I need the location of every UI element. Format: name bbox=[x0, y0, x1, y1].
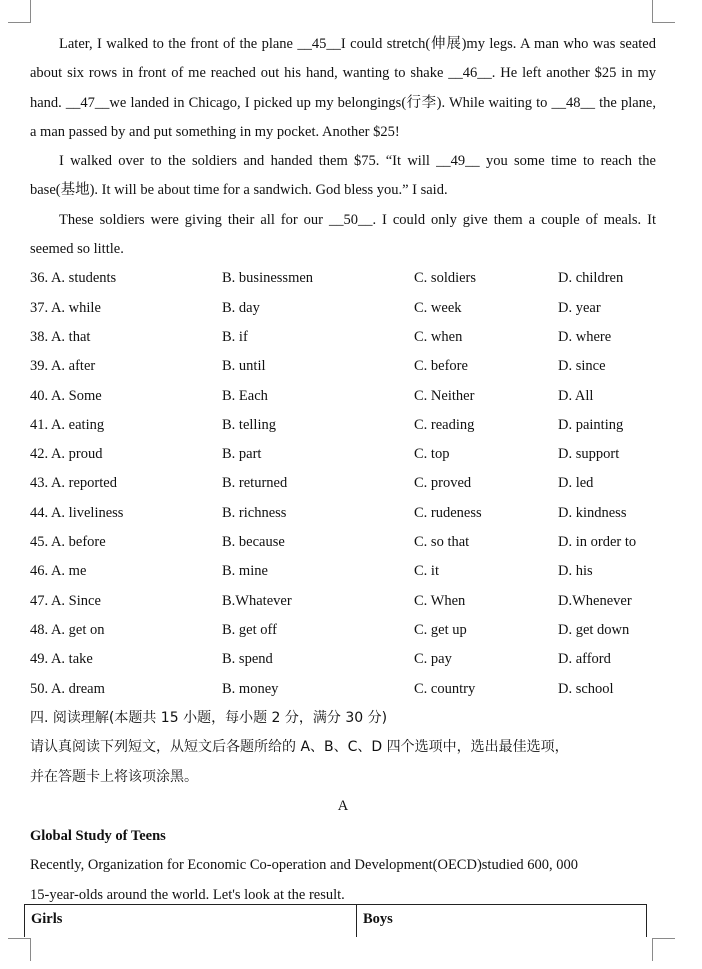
table-header-girls: Girls bbox=[25, 905, 357, 937]
question-option-a: 49. A. take bbox=[30, 651, 93, 668]
question-option-b: B. if bbox=[222, 328, 248, 345]
question-option-c: C. get up bbox=[414, 621, 467, 638]
question-option-c: C. before bbox=[414, 358, 468, 375]
question-row bbox=[30, 499, 656, 528]
question-option-b: B. businessmen bbox=[222, 270, 314, 287]
question-option-b: B. day bbox=[222, 299, 260, 316]
question-option-b: B. spend bbox=[222, 651, 273, 668]
question-option-b: B. because bbox=[222, 534, 285, 551]
question-option-c: C. When bbox=[414, 592, 466, 609]
question-option-d: D. afford bbox=[558, 651, 611, 668]
question-option-c: C. reading bbox=[414, 416, 475, 433]
question-row bbox=[30, 440, 656, 469]
question-option-b: B. get off bbox=[222, 621, 277, 638]
question-option-d: D. All bbox=[558, 387, 594, 404]
question-row bbox=[30, 352, 656, 381]
question-option-c: C. soldiers bbox=[414, 270, 477, 287]
question-option-b: B. telling bbox=[222, 416, 276, 433]
question-row bbox=[30, 645, 656, 674]
question-option-a: 50. A. dream bbox=[30, 680, 105, 697]
question-option-d: D. his bbox=[558, 563, 593, 580]
crop-mark-bottom-right bbox=[652, 938, 675, 961]
question-option-c: C. top bbox=[414, 446, 450, 463]
question-option-c: C. proved bbox=[414, 475, 472, 492]
question-row bbox=[30, 294, 656, 323]
question-row bbox=[30, 616, 656, 645]
question-option-d: D. led bbox=[558, 475, 594, 492]
question-option-b: B. part bbox=[222, 446, 262, 463]
question-option-a: 47. A. Since bbox=[30, 592, 101, 609]
question-option-a: 45. A. before bbox=[30, 534, 106, 551]
question-option-c: C. when bbox=[414, 328, 463, 345]
question-option-a: 36. A. students bbox=[30, 270, 117, 287]
question-option-c: C. pay bbox=[414, 651, 452, 668]
question-option-a: 43. A. reported bbox=[30, 475, 117, 492]
question-option-b: B. Each bbox=[222, 387, 268, 404]
question-option-a: 44. A. liveliness bbox=[30, 504, 124, 521]
question-option-d: D. since bbox=[558, 358, 606, 375]
question-row bbox=[30, 587, 656, 616]
question-row bbox=[30, 411, 656, 440]
question-option-c: C. rudeness bbox=[414, 504, 482, 521]
question-option-b: B. returned bbox=[222, 475, 288, 492]
question-option-a: 40. A. Some bbox=[30, 387, 102, 404]
question-option-d: D.Whenever bbox=[558, 592, 632, 609]
question-row bbox=[30, 528, 656, 557]
passage-paragraph-3: These soldiers were giving their all for our __50__. I could only give them a couple of meals. It seemed so little. bbox=[30, 211, 656, 258]
question-option-a: 38. A. that bbox=[30, 328, 91, 345]
question-option-c: C. country bbox=[414, 680, 476, 697]
question-option-b: B. mine bbox=[222, 563, 268, 580]
question-option-a: 41. A. eating bbox=[30, 416, 105, 433]
question-option-c: C. Neither bbox=[414, 387, 475, 404]
question-option-d: D. painting bbox=[558, 416, 624, 433]
question-option-d: D. get down bbox=[558, 621, 630, 638]
question-row bbox=[30, 557, 656, 586]
question-row bbox=[30, 264, 656, 293]
question-list bbox=[30, 264, 656, 703]
question-option-c: C. it bbox=[414, 563, 439, 580]
question-option-a: 48. A. get on bbox=[30, 621, 105, 638]
document-page bbox=[30, 30, 656, 910]
question-option-b: B. until bbox=[222, 358, 266, 375]
section-instruction-line-2: 并在答题卡上将该项涂黑。 bbox=[30, 768, 198, 785]
question-option-d: D. children bbox=[558, 270, 624, 287]
question-option-b: B. money bbox=[222, 680, 279, 697]
question-option-d: D. year bbox=[558, 299, 601, 316]
question-row bbox=[30, 469, 656, 498]
passage-paragraph-2: I walked over to the soldiers and handed them $75. “It will __49__ you some time to reach the base(基地). It will be about time for a sandwich. God bless you.” I said. bbox=[30, 153, 656, 199]
question-option-d: D. in order to bbox=[558, 534, 637, 551]
question-option-a: 39. A. after bbox=[30, 358, 96, 375]
question-row bbox=[30, 323, 656, 352]
question-option-a: 46. A. me bbox=[30, 563, 87, 580]
question-option-d: D. kindness bbox=[558, 504, 627, 521]
passage-paragraph-1: Later, I walked to the front of the plane __45__I could stretch(伸展)my legs. A man who was seated about six rows in front of me reached out his hand, wanting to shake __46__. He left another $25 in my hand. __47__we landed in Chicago, I picked up my belongings(行李). While waiting to __48__ the plane, a man passed by and put something in my pocket. Another $25! bbox=[30, 36, 656, 140]
question-option-d: D. school bbox=[558, 680, 614, 697]
article-line-2: 15-year-olds around the world. Let's look at the result. bbox=[30, 886, 345, 903]
question-option-a: 42. A. proud bbox=[30, 446, 103, 463]
article-letter: A bbox=[337, 798, 349, 815]
crop-mark-top-left bbox=[8, 0, 31, 23]
question-option-d: D. where bbox=[558, 328, 612, 345]
crop-mark-bottom-left bbox=[8, 938, 31, 961]
question-option-c: C. so that bbox=[414, 534, 470, 551]
table-header-boys: Boys bbox=[363, 911, 393, 927]
question-row bbox=[30, 675, 656, 704]
question-option-b: B.Whatever bbox=[222, 592, 292, 609]
section-heading: 四. 阅读理解(本题共 15 小题，每小题 2 分，满分 30 分) bbox=[30, 709, 388, 726]
article-line-1: Recently, Organization for Economic Co-operation and Development(OECD)studied 600, 000 bbox=[30, 857, 579, 874]
question-option-c: C. week bbox=[414, 299, 462, 316]
question-option-b: B. richness bbox=[222, 504, 287, 521]
question-option-d: D. support bbox=[558, 446, 620, 463]
question-row bbox=[30, 382, 656, 411]
article-title: Global Study of Teens bbox=[30, 827, 166, 844]
question-option-a: 37. A. while bbox=[30, 299, 101, 316]
crop-mark-top-right bbox=[652, 0, 675, 23]
results-table bbox=[24, 904, 647, 937]
section-instruction-line-1: 请认真阅读下列短文，从短文后各题所给的 A、B、C、D 四个选项中，选出最佳选项， bbox=[30, 739, 569, 756]
